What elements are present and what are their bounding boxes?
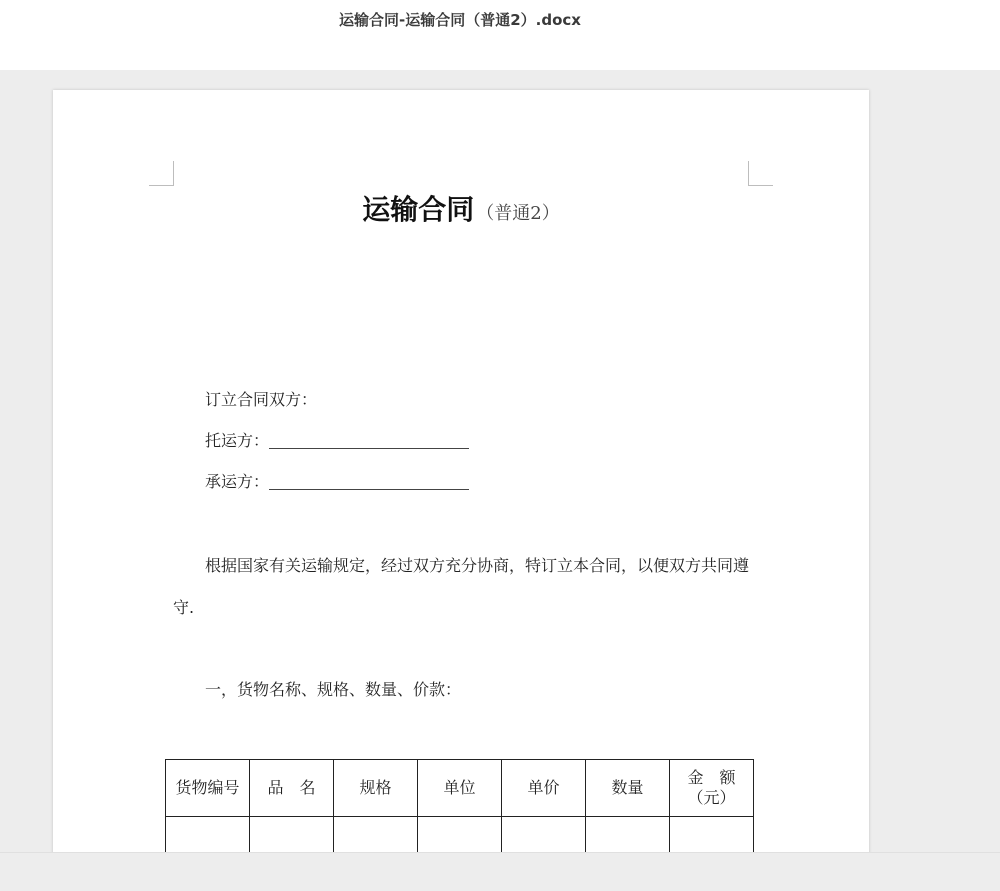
- consignor-label: 托运方：: [205, 431, 270, 450]
- header-quantity: 数量: [586, 760, 670, 817]
- preamble-line-2: 守.: [173, 598, 195, 617]
- header-unit-price: 单价: [502, 760, 586, 817]
- bottom-bar: [0, 852, 1000, 891]
- margin-corner-top-left: [149, 161, 174, 186]
- document-heading: [53, 188, 869, 228]
- carrier-label: 承运方：: [205, 472, 270, 491]
- goods-table-header-row: [166, 760, 754, 817]
- carrier-blank: [269, 473, 469, 490]
- header-amount-line1: 金 额: [687, 768, 736, 787]
- consignor-line: [205, 428, 469, 451]
- header-product-name: 品 名: [250, 760, 334, 817]
- heading-main: 运输合同: [362, 193, 475, 226]
- consignor-blank: [269, 432, 469, 449]
- header-amount: [670, 760, 754, 817]
- section-1-title: 一，货物名称、规格、数量、价款：: [205, 680, 462, 699]
- header-specification: 规格: [334, 760, 418, 817]
- header-unit: 单位: [418, 760, 502, 817]
- carrier-line: [205, 469, 469, 492]
- document-filename: 运输合同-运输合同（普通2）.docx: [339, 11, 581, 29]
- document-page: [53, 90, 869, 890]
- heading-sub: （普通2）: [476, 203, 560, 224]
- parties-intro: 订立合同双方：: [205, 390, 318, 409]
- header-amount-line2: （元）: [687, 788, 736, 807]
- title-bar: [0, 0, 1000, 70]
- preamble-line-1: 根据国家有关运输规定，经过双方充分协商，特订立本合同，以便双方共同遵: [205, 556, 750, 575]
- margin-corner-top-right: [748, 161, 773, 186]
- header-goods-number: 货物编号: [166, 760, 250, 817]
